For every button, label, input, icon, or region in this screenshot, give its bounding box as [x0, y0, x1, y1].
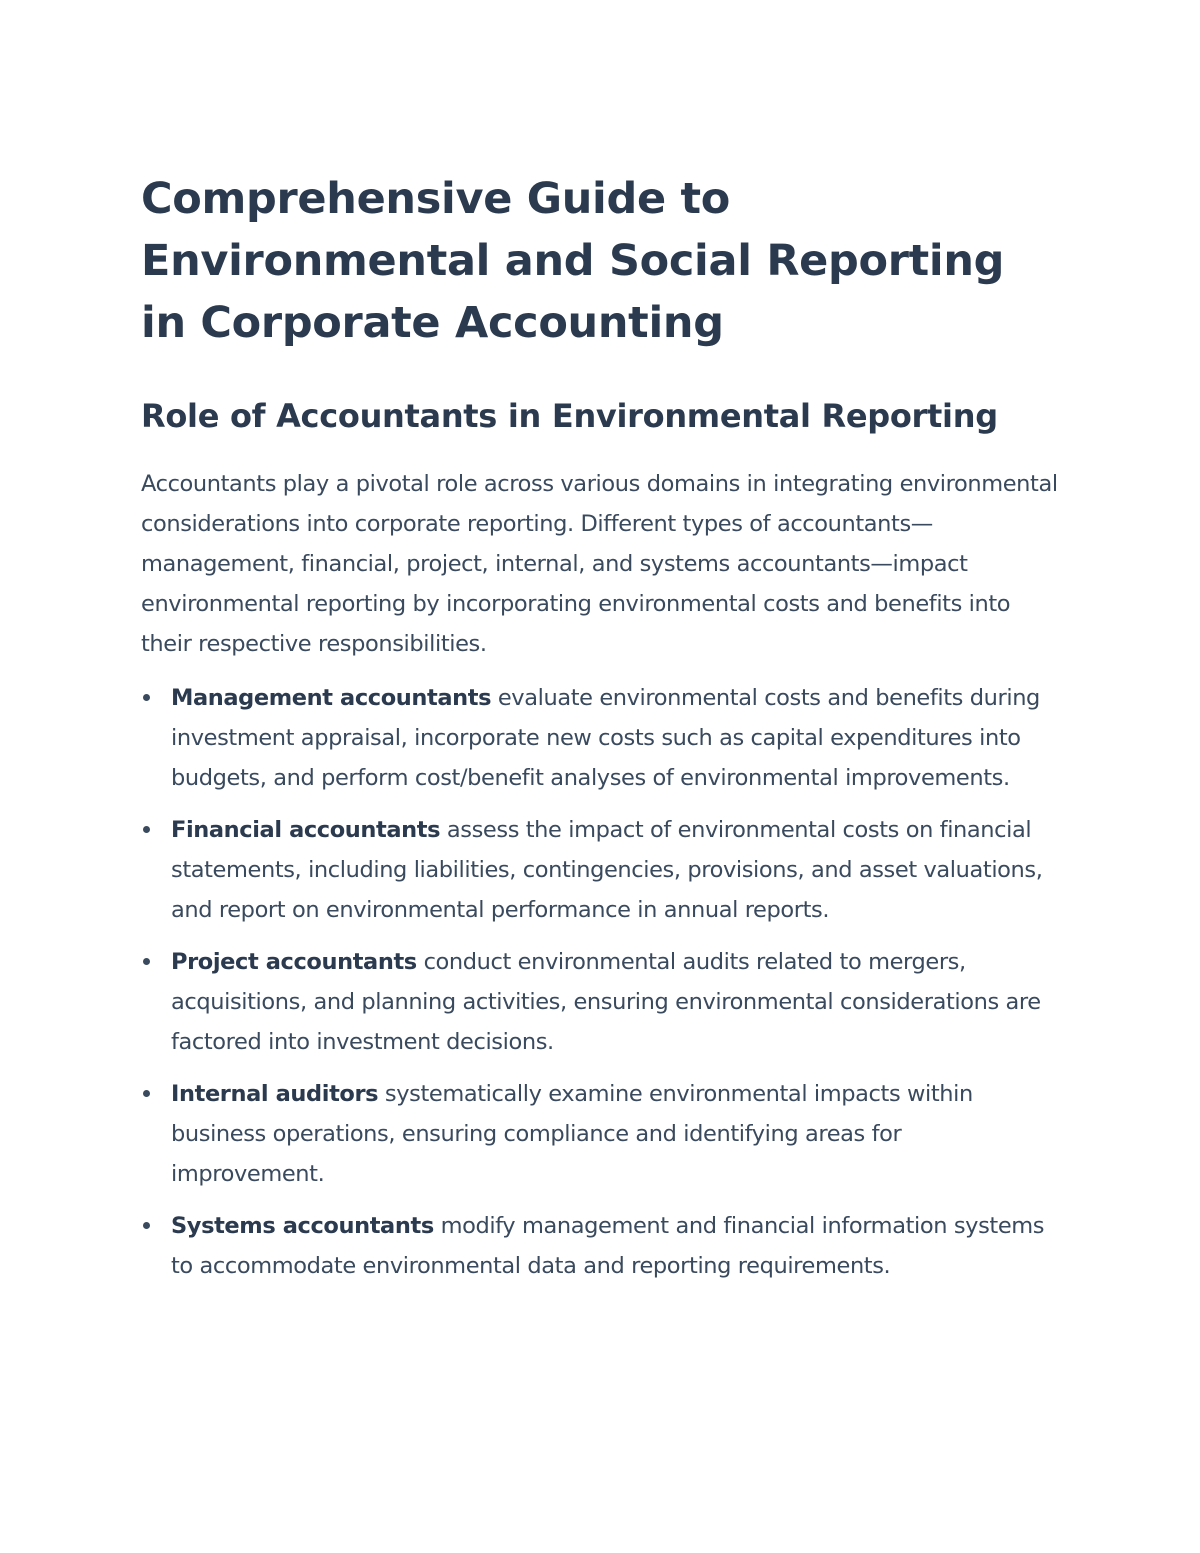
bullet-icon	[143, 1222, 150, 1229]
section-heading: Role of Accountants in Environmental Reporting	[141, 397, 998, 435]
list-item-term: Systems accountants	[171, 1213, 434, 1239]
bullet-icon	[143, 694, 150, 701]
accountant-types-list	[141, 678, 1061, 1286]
list-item-term: Internal auditors	[171, 1081, 379, 1107]
document-page	[141, 168, 1061, 1298]
list-item	[141, 1206, 1061, 1286]
list-item-term: Financial accountants	[171, 817, 441, 843]
list-item-text: modify management and financial information systems to accommodate environmental data and reporting requirements.	[171, 1213, 1045, 1279]
list-item-text: systematically examine environmental impacts within business operations, ensuring compliance and identifying areas for improvement.	[171, 1081, 973, 1187]
list-item	[141, 1074, 1061, 1194]
list-item	[141, 678, 1061, 798]
list-item-term: Project accountants	[171, 949, 417, 975]
list-item	[141, 942, 1061, 1062]
intro-paragraph: Accountants play a pivotal role across various domains in integrating environmental considerations into corporate reporting. Different types of accountants—management, financial, project, internal, and systems accountants—impact environmental reporting by incorporating environmental costs and benefits into their respective responsibilities.	[141, 471, 1058, 657]
bullet-icon	[143, 958, 150, 965]
bullet-icon	[143, 826, 150, 833]
list-item	[141, 810, 1061, 930]
bullet-icon	[143, 1090, 150, 1097]
list-item-text: evaluate environmental costs and benefits during investment appraisal, incorporate new costs such as capital expenditures into budgets, and perform cost/benefit analyses of environmental improvements.	[171, 685, 1040, 791]
page-title: Comprehensive Guide to Environmental and Social Reporting in Corporate Accounting	[141, 174, 1005, 348]
list-item-text: conduct environmental audits related to mergers, acquisitions, and planning activities, ensuring environmental considerations are factored into investment decisions.	[171, 949, 1041, 1055]
list-item-term: Management accountants	[171, 685, 492, 711]
list-item-text: assess the impact of environmental costs on financial statements, including liabilities, contingencies, provisions, and asset valuations, and report on environmental performance in annual reports.	[171, 817, 1043, 923]
